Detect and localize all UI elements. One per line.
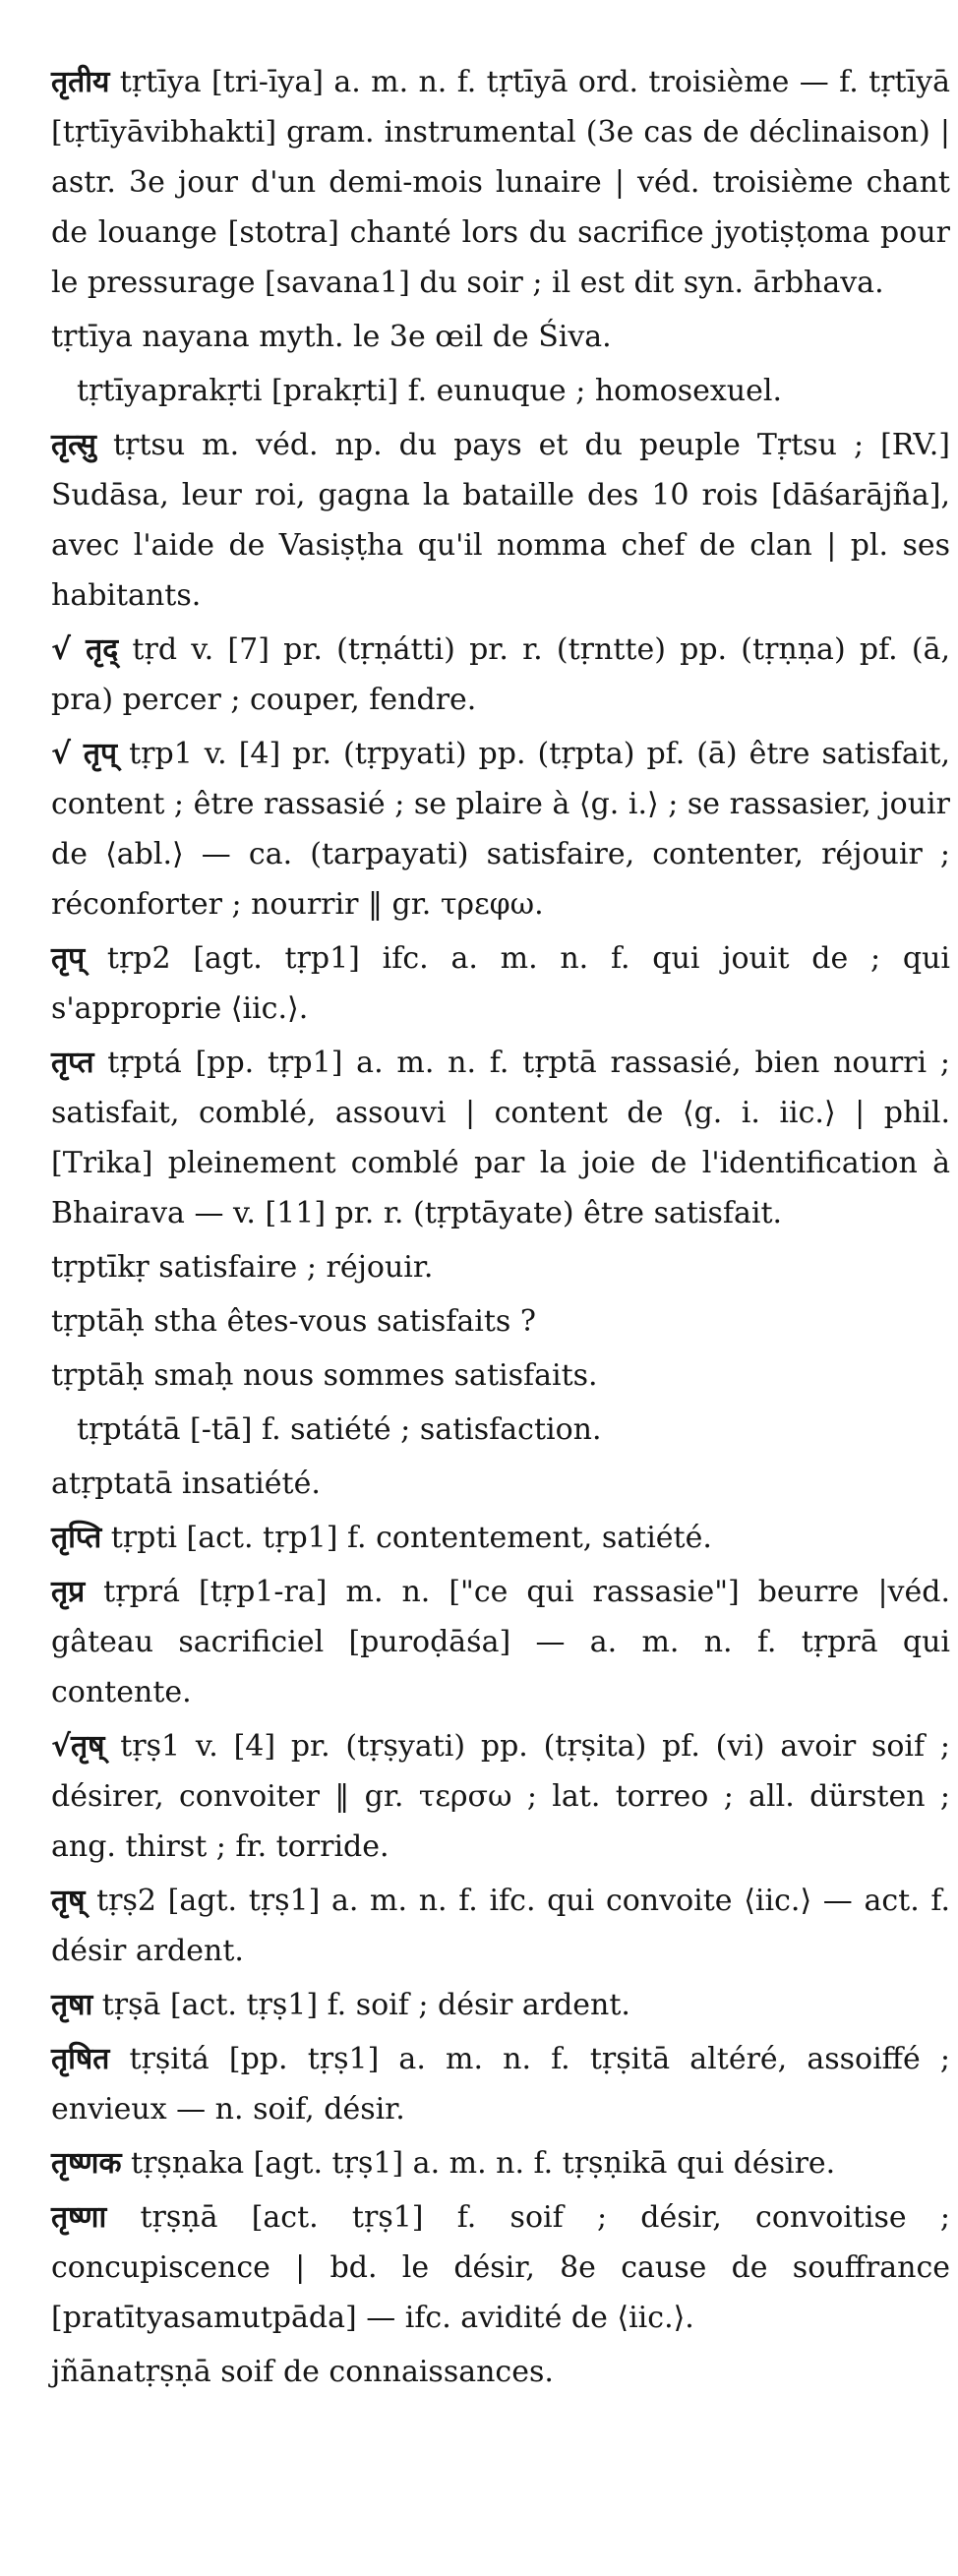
- headword: तृषा: [51, 1988, 93, 2022]
- entry-trsna: [51, 2192, 950, 2343]
- entry-text: tṛprá [tṛp1-ra] m. n. ["ce qui rassasie"] beurre |véd. gâteau sacrificiel [puroḍāśa] — a. m. n. f. tṛprā qui contente.: [51, 1575, 950, 1709]
- entry-text: tṛptāḥ stha êtes-vous satisfaits ?: [51, 1304, 536, 1339]
- subentry-atrptata: [51, 1459, 950, 1509]
- entry-trp2: [51, 933, 950, 1034]
- entry-text: tṛtīyaprakṛti [prakṛti] f. eunuque ; homosexuel.: [77, 374, 783, 408]
- entry-text: tṛṣ1 v. [4] pr. (tṛṣyati) pp. (tṛṣita) pf. (vi) avoir soif ; désirer, convoiter ‖ gr. τερσω ; lat. torreo ; all. dürsten ; ang. thirst ; fr. torride.: [51, 1729, 950, 1864]
- entry-trtiya: [51, 57, 950, 308]
- headword: √ तृप्: [51, 737, 118, 771]
- entry-text: tṛtīya [tri-īya] a. m. n. f. tṛtīyā ord. troisième — f. tṛtīyā [tṛtīyāvibhakti] gram. instrumental (3e cas de déclinaison) | astr. 3e jour d'un demi-mois lunaire | véd. troisième chant de louange [stotra] chanté lors du sacrifice jyotiṣṭoma pour le pressurage [savana1] du soir ; il est dit syn. ārbhava.: [51, 65, 950, 300]
- entry-trd: [51, 625, 950, 725]
- headword: तृषित: [51, 2042, 110, 2076]
- entry-trsita: [51, 2034, 950, 2134]
- headword: तृप्ति: [51, 1521, 102, 1555]
- entry-text: tṛp2 [agt. tṛp1] ifc. a. m. n. f. qui jouit de ; qui s'approprie ⟨iic.⟩.: [51, 941, 950, 1026]
- entry-text: jñānatṛṣṇā soif de connaissances.: [51, 2355, 554, 2389]
- entry-trpti: [51, 1513, 950, 1563]
- entry-text: tṛptá [pp. tṛp1] a. m. n. f. tṛptā rassasié, bien nourri ; satisfait, comblé, assouvi | content de ⟨g. i. iic.⟩ | phil. [Trika] pleinement comblé par la joie de l'identification à Bhairava — v. [11] pr. r. (tṛptāyate) être satisfait.: [51, 1046, 950, 1230]
- entry-trsa: [51, 1980, 950, 2030]
- headword: तृत्सु: [51, 428, 96, 462]
- entry-text: tṛṣṇaka [agt. tṛṣ1] a. m. n. f. tṛṣṇikā qui désire.: [121, 2146, 836, 2181]
- entry-text: tṛd v. [7] pr. (tṛṇátti) pr. r. (tṛntte) pp. (tṛṇṇa) pf. (ā, pra) percer ; couper, fendre.: [51, 632, 951, 717]
- entry-trpta: [51, 1038, 950, 1238]
- entry-text: tṛptīkṛ satisfaire ; réjouir.: [51, 1250, 434, 1285]
- headword: तृप्र: [51, 1575, 86, 1609]
- headword: तृष्: [51, 1884, 86, 1918]
- entry-text: tṛṣṇā [act. tṛṣ1] f. soif ; désir, convoitise ; concupiscence | bd. le désir, 8e cause de souffrance [pratītyasamutpāda] — ifc. avidité de ⟨iic.⟩.: [51, 2200, 950, 2335]
- headword: तृप्त: [51, 1046, 94, 1080]
- entry-text: tṛṣ2 [agt. tṛṣ1] a. m. n. f. ifc. qui convoite ⟨iic.⟩ — act. f. désir ardent.: [51, 1884, 950, 1968]
- subentry-trtiyaprakrti: [51, 366, 950, 416]
- headword: तृष्णा: [51, 2200, 107, 2235]
- entry-text: tṛṣitá [pp. tṛṣ1] a. m. n. f. tṛṣitā altéré, assoiffé ; envieux — n. soif, désir.: [51, 2042, 950, 2127]
- entry-trsnaka: [51, 2138, 950, 2188]
- subentry-trptikr: [51, 1242, 950, 1292]
- subentry-trptah-stha: [51, 1296, 950, 1347]
- entry-text: tṛp1 v. [4] pr. (tṛpyati) pp. (tṛpta) pf. (ā) être satisfait, content ; être rassasié ; se plaire à ⟨g. i.⟩ ; se rassasier, jouir de ⟨abl.⟩ — ca. (tarpayati) satisfaire, contenter, réjouir ; réconforter ; nourrir ‖ gr. τρεφω.: [51, 737, 950, 922]
- headword: √तृष्: [51, 1729, 105, 1764]
- entry-text: tṛpti [act. tṛp1] f. contentement, satiété.: [101, 1521, 712, 1555]
- subentry-trptah-smah: [51, 1350, 950, 1401]
- subentry-trtiya-nayana: [51, 312, 950, 362]
- entry-text: tṛṣā [act. tṛṣ1] f. soif ; désir ardent.: [92, 1988, 630, 2022]
- headword: तृतीय: [51, 65, 110, 99]
- subentry-trptata: [51, 1405, 950, 1455]
- entry-text: tṛtsu m. véd. np. du pays et du peuple Tṛtsu ; [RV.] Sudāsa, leur roi, gagna la bataille des 10 rois [dāśarājña], avec l'aide de Vasiṣṭha qu'il nomma chef de clan | pl. ses habitants.: [51, 428, 950, 613]
- entry-text: tṛptátā [-tā] f. satiété ; satisfaction.: [77, 1412, 602, 1447]
- entry-trp1: [51, 729, 950, 929]
- entry-trs2: [51, 1876, 950, 1976]
- subentry-jnanatrsna: [51, 2347, 950, 2397]
- entry-text: tṛptāḥ smaḥ nous sommes satisfaits.: [51, 1358, 598, 1393]
- headword: तृष्णक: [51, 2146, 122, 2181]
- entry-text: atṛptatā insatiété.: [51, 1467, 321, 1501]
- entry-trpra: [51, 1567, 950, 1717]
- entry-text: tṛtīya nayana myth. le 3e œil de Śiva.: [51, 320, 612, 354]
- headword: तृप्: [51, 941, 86, 976]
- headword: √ तृद्: [51, 632, 119, 667]
- entry-trtsu: [51, 420, 950, 621]
- entry-trs1: [51, 1721, 950, 1872]
